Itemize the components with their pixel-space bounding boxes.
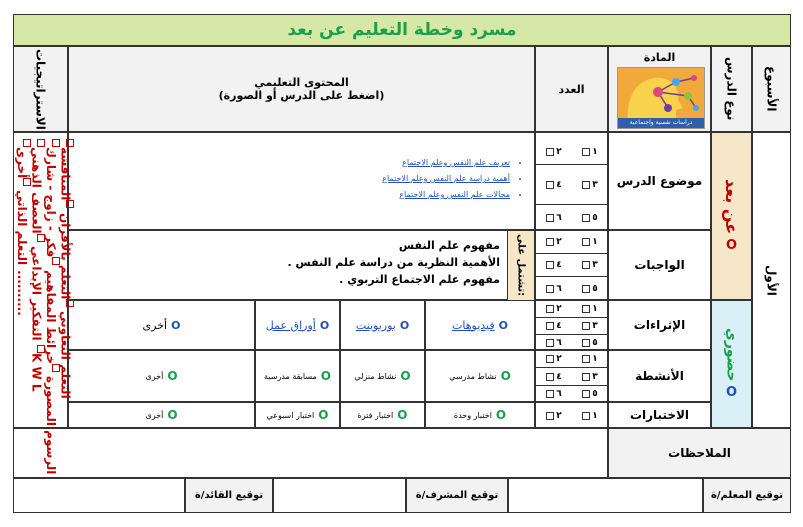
homework-label: تشتمل على: [507,231,534,300]
strategy-item[interactable]: التعلم بالأقران [59,213,73,307]
num-checkbox[interactable]: ٥ [582,284,598,294]
num-checkbox[interactable]: ٤ [546,372,562,382]
page-title: مسرد وخطة التعليم عن بعد [13,14,791,46]
strategy-item[interactable]: K W L [30,345,44,392]
week-header: الأسبوع [752,46,791,132]
topic-link[interactable]: • أهمية دراسة علم النفس وعلم الاجتماع [382,171,510,187]
supervisor-signature-label: توقيع المشرف/ة [406,478,508,513]
test-option-unit[interactable]: اختبار وحدة O [425,402,535,428]
lesson-type-header: نوع الدرس [711,46,752,132]
activity-option-other[interactable]: أخرى O [68,350,255,402]
row-label-tests: الاختبارات [608,402,711,428]
num-checkbox[interactable]: ٢ [546,237,562,247]
homework-content [68,230,535,300]
row-label-homework: الواجبات [608,230,711,300]
num-checkbox[interactable]: ٣ [582,372,598,382]
numbers-topic [535,132,608,230]
topic-link[interactable]: • تعريف علم النفس وعلم الاجتماع [382,155,510,171]
numbers-homework [535,230,608,300]
num-checkbox[interactable]: ٤ [546,321,562,331]
strategy-item[interactable]: التعلم التعاوني [59,139,73,399]
num-checkbox[interactable]: ١ [582,411,598,421]
numbers-enrichment [535,300,608,350]
strategies-column [60,139,75,419]
num-checkbox[interactable]: ٢ [546,147,562,157]
number-header: العدد [535,46,608,132]
num-checkbox[interactable]: ٢ [546,354,562,364]
num-checkbox[interactable]: ٦ [546,338,562,348]
test-option-weekly[interactable]: اختبار اسبوعي O [255,402,340,428]
row-label-enrichment: الإثراءات [608,300,711,350]
strategies-column [44,139,60,475]
teacher-signature-field[interactable] [508,478,703,513]
num-checkbox[interactable]: ٦ [546,284,562,294]
enrichment-option-other[interactable]: أخرى O [68,300,255,350]
strategy-item[interactable]: الرسوم المصورة [44,139,58,474]
num-checkbox[interactable]: ٤ [546,180,562,190]
strategy-item[interactable]: فكر - زاوج - شارك [44,147,58,265]
supervisor-signature-field[interactable] [273,478,406,513]
strategy-item[interactable]: المناقشة [59,147,73,208]
strategies-header: الاستراتيجيات [13,46,68,132]
subject-header: المادة دراسات نفسية واجتماعية [608,46,711,132]
num-checkbox[interactable]: ٥ [582,338,598,348]
strategy-item[interactable]: أخرى .......... [15,147,29,316]
activity-option-school[interactable]: نشاط مدرسي O [425,350,535,402]
teacher-signature-label: توقيع المعلم/ة [703,478,791,513]
strategy-item[interactable]: العصف الذهني [30,147,44,242]
strategy-item[interactable]: التعلم الذاتي [15,139,29,266]
strategies-column [31,139,46,419]
enrichment-option-worksheets[interactable]: أوراق عمل O [255,300,340,350]
row-label-activities: الأنشطة [608,350,711,402]
subject-caption: دراسات نفسية واجتماعية [629,119,693,126]
num-checkbox[interactable]: ١ [582,237,598,247]
numbers-tests [535,402,608,428]
activity-option-home[interactable]: نشاط منزلي O [340,350,425,402]
row-label-topic: موضوع الدرس [608,132,711,230]
numbers-activities [535,350,608,402]
topic-link[interactable]: • مجالات علم النفس وعلم الاجتماع [382,187,510,203]
strategies-list [13,132,73,475]
enrichment-option-powerpoint[interactable]: بوربوينت O [340,300,425,350]
num-checkbox[interactable]: ١ [582,354,598,364]
lesson-type-remote[interactable]: عن بعد O [711,132,752,300]
enrichment-option-videos[interactable]: فيديوهات O [425,300,535,350]
num-checkbox[interactable]: ٥ [582,213,598,223]
num-checkbox[interactable]: ٥ [582,389,598,399]
test-option-other[interactable]: أخرى O [68,402,255,428]
num-checkbox[interactable]: ٣ [582,260,598,270]
strategies-column [16,139,31,419]
num-checkbox[interactable]: ٣ [582,180,598,190]
num-checkbox[interactable]: ٢ [546,304,562,314]
test-option-period[interactable]: اختبار فترة O [340,402,425,428]
strategy-item[interactable]: التفكير الإبداعي [30,139,44,340]
lesson-type-attendance[interactable]: حضوري O [711,300,752,428]
homework-line: مفهوم علم الاجتماع التربوي . [339,273,500,286]
homework-line: الأهمية النظرية من دراسة علم النفس . [287,256,500,269]
notes-input[interactable] [13,428,608,478]
subject-image[interactable] [617,67,705,129]
num-checkbox[interactable]: ٤ [546,260,562,270]
num-checkbox[interactable]: ١ [582,304,598,314]
leader-signature-field[interactable] [13,478,185,513]
leader-signature-label: توقيع القائد/ة [185,478,273,513]
content-header: المحتوى التعليمي (اضغط على الدرس أو الصورة) [68,46,535,132]
num-checkbox[interactable]: ٣ [582,321,598,331]
notes-label: الملاحظات [608,428,791,478]
activity-option-competition[interactable]: مسابقة مدرسية O [255,350,340,402]
week-cell: الأول [752,132,791,428]
num-checkbox[interactable]: ٢ [546,411,562,421]
num-checkbox[interactable]: ٦ [546,213,562,223]
homework-line: مفهوم علم النفس [398,239,500,252]
strategy-item[interactable]: خرائط المفاهيم [44,270,58,372]
num-checkbox[interactable]: ٦ [546,389,562,399]
topic-content [68,132,535,230]
num-checkbox[interactable]: ١ [582,147,598,157]
